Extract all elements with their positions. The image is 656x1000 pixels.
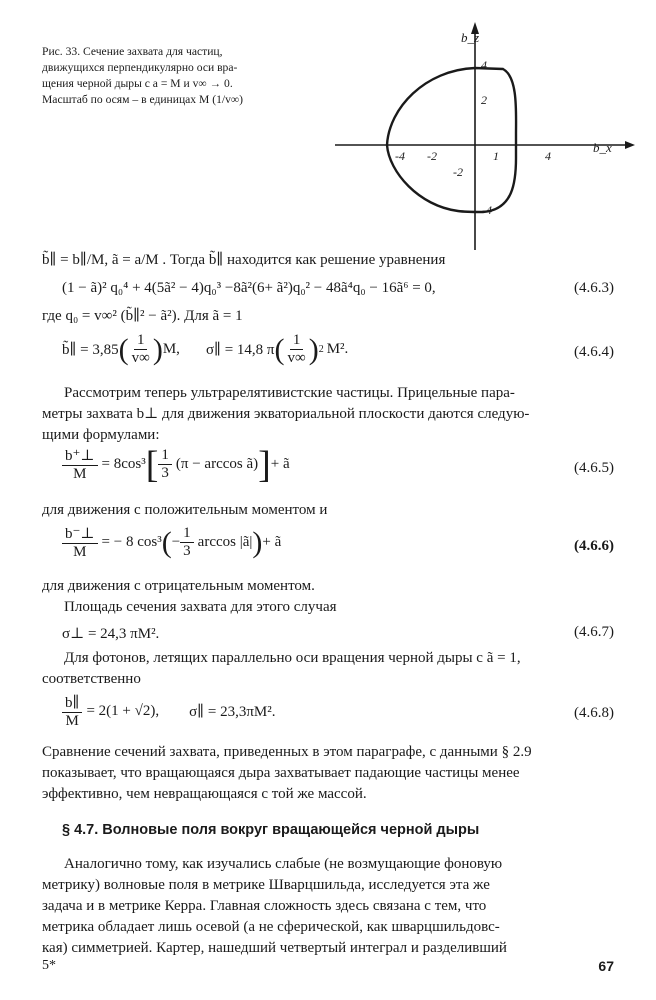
equation-number: (4.6.8)	[574, 705, 614, 721]
text-line: для движения с положительным моментом и	[42, 502, 328, 518]
capture-boundary-curve	[387, 68, 516, 212]
capture-cross-section-figure	[335, 22, 635, 252]
equation-number: (4.6.5)	[574, 460, 614, 476]
figure-caption	[42, 44, 314, 108]
caption-line: Масштаб по осям – в единицах M (1/v∞)	[42, 93, 244, 106]
y-axis-label: b_z	[461, 30, 480, 45]
equation-4-6-8: $\frac{b\parallel}{M}$ = 2(1 + √2), σ∥ = 23,3πM².	[62, 693, 275, 730]
x-tick-label: 1	[493, 149, 499, 163]
paragraph: Аналогично тому, как изучались слабые (не возмущающие фоновую метрику) волновые поля в метрике Шварцшильда, исследуется эта же задача и в метрике Керра. Главная сложность здесь связана с тем, что метрика обладает лишь осевой (а не сферической, как шварцшильдовс- кая) симметрией. Картер, нашедший четвертый интеграл и разделивший	[42, 856, 507, 956]
y-tick-label: -4	[482, 203, 492, 217]
x-axis-label: b_x	[593, 140, 612, 155]
equation-number: (4.6.4)	[574, 344, 614, 360]
caption-line: движущихся перпендикулярно оси вра-	[42, 61, 238, 74]
equation-4-6-4: b̃∥ = 3,85 ( $\frac{1}{v\infty}$ ) M, σ∥ = 14,8 π ( $\frac{1}{v\infty}$ ) 2 M².	[62, 332, 349, 366]
equation-4-6-3: (1 − ã)² q₀⁴ + 4(5ã² − 4)q₀³ −8ã²(6+ ã²)q₀² − 48ã⁴q₀ − 16ã⁶ = 0,	[62, 280, 436, 296]
page-number: 67	[598, 958, 614, 974]
equation-number: (4.6.7)	[574, 624, 614, 640]
signature-mark: 5*	[42, 958, 56, 973]
paragraph: Для фотонов, летящих параллельно оси вращения черной дыры с ã = 1, соответственно	[42, 650, 521, 687]
x-axis-arrow	[625, 141, 635, 149]
equation-number: (4.6.3)	[574, 280, 614, 296]
equation-4-6-6: $\frac{b^-\perp}{M}$ = − 8 cos³ ( − $\frac{1}{3}$ arccos |ã| ) + ã	[62, 524, 281, 561]
text-line: для движения с отрицательным моментом.	[42, 578, 315, 594]
y-tick-label: 2	[481, 93, 487, 107]
text-line: b̃∥ = b∥/M, ã = a/M . Тогда b̃∥ находится как решение уравнения	[42, 252, 446, 268]
text-line: где q₀ = v∞² (b̃∥² − ã²). Для ã = 1	[42, 308, 243, 324]
x-tick-label: 4	[545, 149, 551, 163]
x-tick-label: -2	[427, 149, 437, 163]
equation-4-6-5: $\frac{b^+\perp}{M}$ = 8cos³ [ $\frac{1}{3}$ (π − arccos ã) ] + ã	[62, 446, 290, 483]
caption-line: щения черной дыры с a = M и v∞ → 0.	[42, 77, 233, 90]
equation-number: (4.6.6)	[574, 538, 614, 554]
y-tick-label: -2	[453, 165, 463, 179]
y-tick-label: 4	[481, 58, 487, 72]
equation-4-6-7: σ⊥ = 24,3 πM².	[62, 626, 160, 642]
paragraph: Сравнение сечений захвата, приведенных в этом параграфе, с данными § 2.9 показывает, что вращающаяся дыра захватывает падающие частицы менее эффективно, чем невращающаяся с той же массой.	[42, 744, 532, 802]
x-tick-label: -4	[395, 149, 405, 163]
section-heading: § 4.7. Волновые поля вокруг вращающейся черной дыры	[62, 822, 480, 838]
caption-line: Рис. 33. Сечение захвата для частиц,	[42, 45, 223, 58]
paragraph: Рассмотрим теперь ультрарелятивистские частицы. Прицельные пара- метры захвата b⊥ для движения экваториальной плоскости даются следую- щими формулами:	[42, 385, 530, 443]
text-line: Площадь сечения захвата для этого случая	[64, 599, 337, 615]
